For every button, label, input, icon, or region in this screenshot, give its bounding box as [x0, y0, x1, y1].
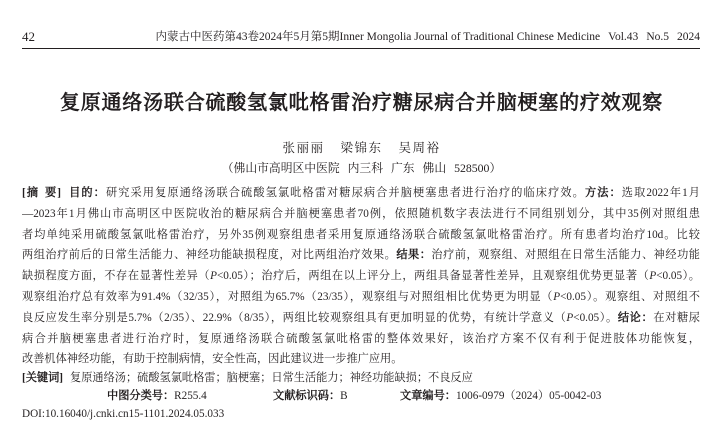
p-value-symbol: P [566, 311, 574, 324]
author-name: 吴周裕 [398, 141, 441, 155]
article-number-label: 文章编号： [400, 390, 456, 402]
objective-text: 研究采用复原通络汤联合硫酸氢氯吡格雷对糖尿病合并脑梗塞患者进行治疗的临床疗效。 [105, 187, 585, 199]
journal-info [156, 29, 700, 45]
journal-year: 2024 [677, 31, 700, 43]
results-text: 良反应发生率分别是5.7%（2/35）、22.9%（8/35），两组比较观察组具有更加明显的优势，有统计学意义（ [22, 311, 567, 324]
methods-text: 者均单纯采用硫酸氢氯吡格雷治疗，另外35例观察组患者采用复原通络汤联合硫酸氢氯吡格雷治疗。所有患者均治疗10d。比较 [22, 228, 700, 241]
results-text: <0.05）。 [656, 270, 700, 283]
keywords-label: [关键词] [22, 372, 64, 384]
methods-text: 选取2022年1月 [621, 187, 700, 199]
conclusion-text: 在对糖尿 [653, 311, 700, 324]
document-code-label: 文献标识码： [273, 390, 341, 402]
conclusion-text: 改善机体神经功能，有助于控制病情，安全性高，因此建议进一步推广应用。 [22, 353, 403, 366]
abstract-label: [摘 要] [22, 187, 61, 199]
journal-name-cn: 内蒙古中医药第43卷2024年5月第5期 [155, 31, 340, 43]
journal-volume: Vol.43 [608, 31, 639, 43]
conclusion-text: 病合并脑梗塞患者进行治疗时，复原通络汤联合硫酸氢氯吡格雷的整体效果好，该治疗方案不仅有利于促进肢体功能恢复， [22, 332, 700, 345]
article-title: 复原通络汤联合硫酸氢氯吡格雷治疗糖尿病合并脑梗塞的疗效观察 [59, 92, 664, 114]
results-text: <0.05）。观察组、对照组不 [560, 290, 700, 303]
results-label: 结果： [396, 249, 432, 262]
results-text: <0.05）；治疗后，两组在以上评分上，两组具备显著性差异，且观察组优势更显著（ [216, 270, 650, 283]
page-number: 42 [22, 29, 35, 44]
article-number-value: 1006-0979（2024）05-0042-03 [455, 390, 602, 402]
objective-label: 目的： [68, 187, 106, 199]
clc-value: R255.4 [174, 390, 207, 402]
running-header [22, 29, 700, 45]
abstract-line [22, 266, 700, 287]
methods-text: 两组治疗前后的日常生活能力、神经功能缺损程度，对比两组治疗效果。 [22, 249, 397, 262]
results-text: 治疗前，观察组、对照组在日常生活能力、神经功能 [431, 249, 700, 262]
p-value-symbol: P [649, 270, 657, 283]
abstract-line [22, 287, 700, 308]
abstract-line [22, 183, 700, 204]
abstract-line [22, 245, 700, 266]
author-list [0, 140, 723, 157]
journal-issue: No.5 [646, 31, 669, 43]
results-text: <0.05）。 [573, 311, 618, 324]
author-name: 梁锦东 [340, 141, 383, 155]
methods-label: 方法： [584, 187, 622, 199]
abstract-line [22, 225, 700, 246]
document-code-value: B [340, 390, 348, 402]
conclusion-label: 结论： [617, 311, 654, 324]
abstract-line [22, 204, 700, 225]
results-text: 观察组治疗总有效率为91.4%（32/35），对照组为65.7%（23/35），观察组与对照组相比优势更为明显（ [22, 290, 554, 303]
author-name: 张丽丽 [282, 141, 325, 155]
abstract-line [22, 308, 700, 329]
keywords-text: 复原通络汤；硫酸氢氯吡格雷；脑梗塞；日常生活能力；神经功能缺损；不良反应 [70, 372, 473, 384]
abstract [22, 183, 700, 370]
abstract-line [22, 349, 700, 370]
header-rule [22, 48, 700, 49]
journal-name-en: Inner Mongolia Journal of Traditional Chinese Medicine [339, 31, 601, 43]
keywords [22, 369, 700, 388]
p-value-symbol: P [553, 290, 561, 303]
doi: DOI:10.16040/j.cnki.cn15-1101.2024.05.033 [22, 408, 225, 420]
p-value-symbol: P [210, 270, 217, 283]
author-affiliation: （佛山市高明区中医院 内三科 广东 佛山 528500） [221, 161, 502, 175]
document-code [273, 387, 348, 405]
abstract-line [22, 329, 700, 350]
clc-number [107, 387, 207, 405]
results-text: 缺损程度方面，不存在显著性差异（ [22, 270, 211, 283]
methods-text: —2023年1月佛山市高明区中医院收治的糖尿病合并脑梗塞患者70例，依照随机数字表法进行不同组别划分，其中35例对照组患 [22, 207, 700, 220]
clc-label: 中图分类号： [107, 390, 175, 402]
article-number [400, 387, 601, 405]
